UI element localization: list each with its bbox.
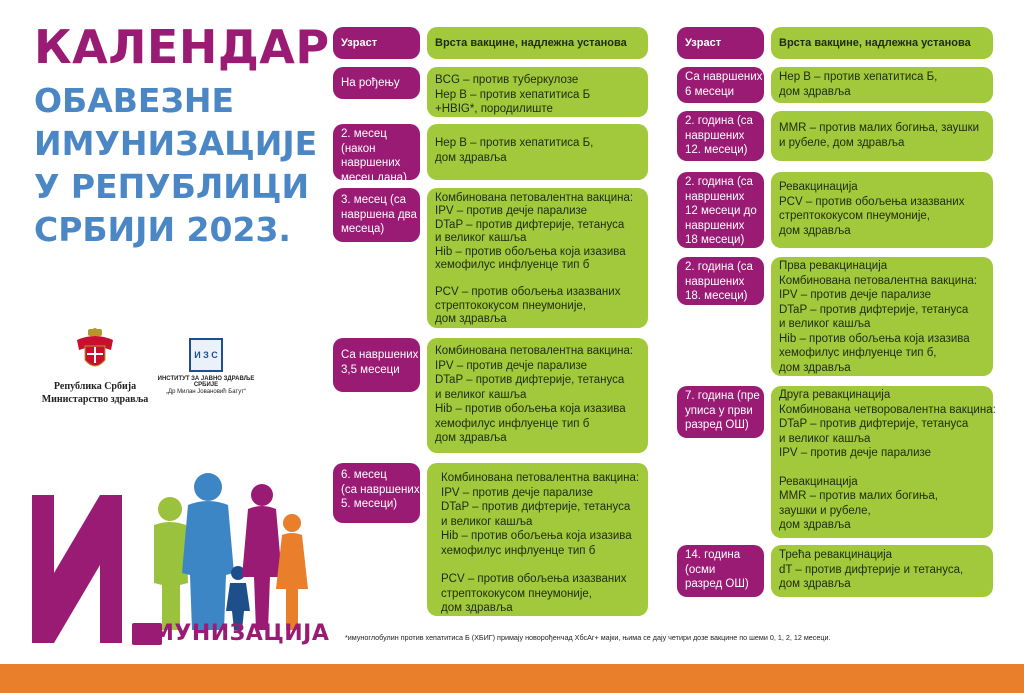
vaccine-line: Hib – против обољења која изазива (435, 403, 626, 415)
vaccine-line: Друга ревакцинација (779, 389, 891, 401)
serbia-coat-of-arms-icon (73, 328, 117, 374)
spacer (779, 461, 985, 475)
title-line-5: СРБИЈИ 2023. (34, 210, 291, 249)
vaccine-line: дом здравља (779, 224, 851, 237)
left-row-1-age (333, 67, 420, 99)
vaccine-line: Hib – против обољења која изазива (435, 245, 626, 258)
vaccine-line: Комбинована петовалентна вакцина: (779, 274, 978, 287)
vaccine-line: стрептококусом пнеумоније, (441, 587, 592, 600)
title-line-3: ИМУНИЗАЦИЈЕ (34, 124, 318, 163)
footnote: *имуноглобулин против хепатитиса Б (ХБИГ) примају новорођенчад ХбсАг+ мајки, њима се дају четири дозе вакцине по шеми 0, 1, 2, 12 месеци. (345, 633, 831, 642)
age-line: навршених (685, 129, 745, 142)
institute-badge (189, 338, 223, 372)
vaccine-line: и рубеле, дом здравља (779, 136, 905, 149)
vaccine-line: DTaP – против дифтерије, тетануса (779, 303, 969, 316)
vaccine-line: и великог кашља (441, 515, 533, 528)
vaccine-line: Hep B – против хепатитиса Б, (779, 71, 938, 83)
bottom-bar (0, 664, 1024, 693)
age-line: 18. месеци) (685, 290, 748, 302)
vaccine-line: хемофилус инфлуенце тип б (435, 259, 590, 272)
left-row-3-age (333, 188, 420, 242)
age-line: (након (341, 142, 376, 155)
vaccine-line: PCV – против обољења изазваних (441, 573, 627, 585)
left-vaccine-header: Врста вакцине, надлежна установа (427, 27, 648, 59)
vaccine-line: MMR – против малих богиња, (779, 490, 938, 502)
vaccine-line: PCV – против обољења изазваних (779, 195, 965, 208)
left-row-1-vaccine (427, 67, 648, 117)
vaccine-line: дом здравља (441, 602, 513, 614)
age-line: 12 месеци до (685, 205, 757, 217)
left-row-5-age (333, 463, 420, 523)
vaccine-line: дом здравља (779, 519, 851, 531)
vaccine-line: Трећа ревакцинација (779, 549, 893, 561)
left-age-header: Узраст (333, 27, 420, 59)
right-row-2-age (677, 111, 764, 161)
left-row-5-vaccine (427, 463, 648, 616)
vaccine-line: IPV – против дечје парализе (779, 447, 932, 459)
right-row-1-vaccine (771, 67, 993, 103)
vaccine-line: +HBIG*, породилиште (435, 103, 553, 115)
vaccine-line: хемофилус инфлуенце тип б (435, 417, 590, 430)
vaccine-line: дом здравља (779, 361, 851, 374)
right-age-header: Узраст (677, 27, 764, 59)
age-line: 2. година (са (685, 115, 753, 127)
ministry-logo (40, 328, 150, 405)
vaccine-line: Hib – против обољења која изазива (779, 332, 970, 345)
vaccine-line: хемофилус инфлуенце тип б, (779, 347, 937, 359)
vaccine-line: заушки и рубеле, (779, 504, 871, 517)
institute-name-line-1: ИНСТИТУТ ЗА ЈАВНО ЗДРАВЉЕ СРБИЈЕ (157, 376, 255, 388)
vaccine-line: и великог кашља (779, 318, 871, 330)
vaccine-line: IPV – против дечје парализе (435, 359, 588, 372)
left-row-4-vaccine (427, 338, 648, 453)
left-row-3-vaccine (427, 188, 648, 328)
age-line: Са навршених (341, 349, 419, 361)
age-line: 7. година (пре (685, 390, 760, 402)
ministry-name-line-1: Република Србија (53, 381, 137, 392)
age-line: месеца) (341, 223, 385, 235)
age-line: 3,5 месеци (341, 363, 400, 376)
vaccine-line: дом здравља (435, 432, 507, 444)
age-line: 12. месеци) (685, 144, 748, 156)
title-line-4: У РЕПУБЛИЦИ (34, 167, 310, 206)
title-line-1: КАЛЕНДАР (34, 20, 330, 74)
right-row-5-age (677, 386, 764, 438)
age-line: 5. месеци) (341, 498, 398, 510)
vaccine-line: IPV – против дечје парализе (441, 486, 594, 499)
vaccine-line: и великог кашља (779, 432, 871, 445)
age-line: навршених (685, 190, 745, 203)
vaccine-line: PCV – против обољења изазваних (435, 286, 621, 299)
age-line: разред ОШ) (685, 419, 749, 431)
age-line: разред ОШ) (685, 578, 749, 590)
age-line: 2. месец (341, 128, 387, 140)
left-row-2-vaccine (427, 124, 648, 180)
right-row-5-vaccine (771, 386, 996, 538)
vaccine-line: MMR – против малих богиња, заушки (779, 122, 980, 134)
age-line: 3. месец (са (341, 194, 406, 206)
vaccine-line: дом здравља (435, 313, 507, 326)
vaccine-line: DTaP – против дифтерије, тетануса (435, 374, 625, 386)
left-row-4-age (333, 338, 420, 392)
vaccine-line: и великог кашља (435, 232, 527, 245)
right-row-4-vaccine (771, 257, 993, 376)
vaccine-line: Ревакцинација (779, 475, 858, 488)
vaccine-line: стрептококусом пнеумоније, (779, 210, 930, 222)
age-line: навршена два (341, 208, 417, 221)
vaccine-line: стрептококусом пнеумоније, (435, 299, 586, 312)
age-line: 2. година (са (685, 176, 753, 188)
age-line: 18 месеци) (685, 234, 745, 246)
vaccine-line: Hep B – против хепатитиса Б (435, 88, 591, 101)
age-line: 2. година (са (685, 261, 753, 273)
age-line: 6 месеци (685, 85, 735, 98)
vaccine-line: дом здравља (435, 151, 507, 164)
vaccine-line: Комбинована петовалентна вакцина: (441, 472, 640, 484)
right-row-2-vaccine (771, 111, 993, 161)
vaccine-line: Hep B – против хепатитиса Б, (435, 137, 594, 149)
vaccine-line: Ревакцинација (779, 181, 858, 193)
vaccine-line: дом здравља (779, 85, 851, 98)
right-row-6-vaccine (771, 545, 993, 597)
age-line: уписа у први (685, 404, 753, 417)
vaccine-line: DTaP – против дифтерије, тетануса (441, 501, 631, 513)
institute-logo (150, 338, 262, 395)
age-line: 14. година (685, 549, 741, 561)
institute-name-line-2: „Др Милан Јовановић Батут“ (166, 389, 246, 395)
age-line: навршених (341, 157, 401, 169)
vaccine-line: Комбинована петовалентна вакцина: (435, 345, 634, 357)
vaccine-line: BCG – против туберкулозе (435, 74, 579, 86)
right-row-3-age (677, 172, 764, 248)
right-row-6-age (677, 545, 764, 597)
vaccine-line: хемофилус инфлуенце тип б (441, 544, 596, 557)
age-line: 6. месец (341, 469, 387, 481)
title-line-2: ОБАВЕЗНЕ (34, 81, 235, 120)
left-row-2-age (333, 124, 420, 184)
spacer (435, 272, 640, 286)
vaccine-line: дом здравља (779, 578, 851, 590)
vaccine-line: Hib – против обољења која изазива (441, 530, 632, 542)
age-line: (осми (685, 563, 716, 576)
vaccine-line: Прва ревакцинација (779, 260, 888, 272)
right-vaccine-header: Врста вакцине, надлежна установа (771, 27, 993, 59)
vaccine-line: dT – против дифтерије и тетануса, (779, 563, 964, 576)
right-row-4-age (677, 257, 764, 305)
vaccine-line: Комбинована четворовалентна вакцина: (779, 403, 996, 416)
right-row-3-vaccine (771, 172, 993, 248)
institute-badge-text: И З С (194, 350, 218, 360)
vaccine-line: DTaP – против дифтерије, тетануса (435, 218, 625, 231)
vaccine-line: DTaP – против дифтерије, тетануса (779, 418, 969, 430)
age-line: (са навршених (341, 483, 420, 496)
vaccine-line: Комбинована петовалентна вакцина: (435, 192, 634, 204)
age-line: навршених (685, 275, 745, 288)
ministry-name-line-2: Министарство здравља (41, 394, 149, 405)
age-line: месец дана) (341, 171, 407, 184)
vaccine-line: IPV – против дечје парализе (779, 289, 932, 301)
age-line: навршених (685, 219, 745, 232)
age-line: На рођењу (341, 77, 400, 89)
campaign-word: МУНИЗАЦИЈА (152, 621, 330, 646)
right-row-1-age (677, 67, 764, 103)
vaccine-line: и великог кашља (435, 388, 527, 401)
spacer (441, 558, 640, 572)
age-line: Са навршених (685, 71, 763, 83)
vaccine-line: IPV – против дечје парализе (435, 205, 588, 218)
